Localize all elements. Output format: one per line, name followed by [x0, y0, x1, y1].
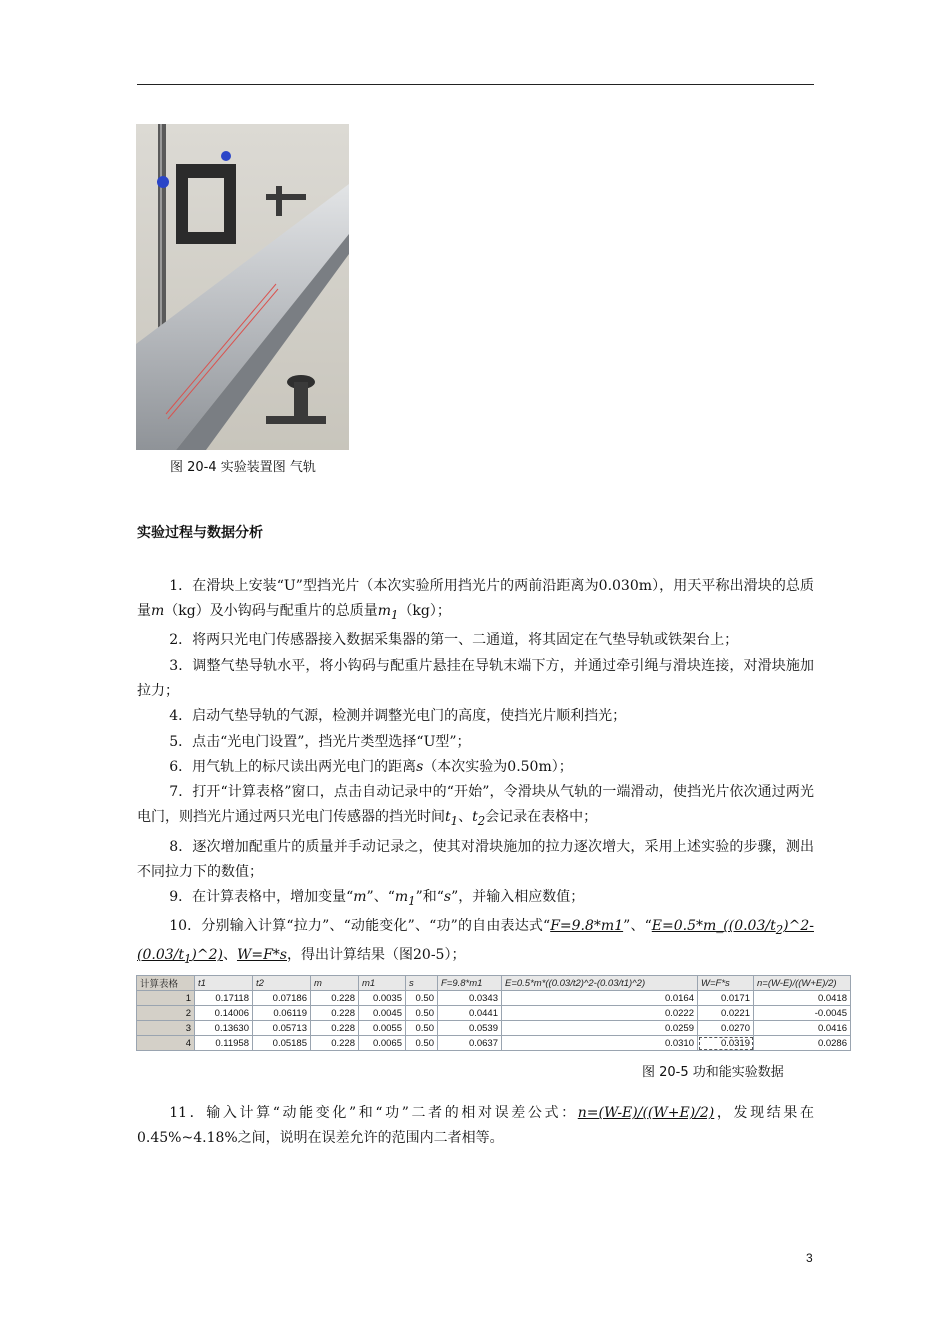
figure-20-4-caption: 图 20-4 实验装置图 气轨	[170, 460, 316, 475]
step-1: 1．在滑块上安装“U”型挡光片（本次实验所用挡光片的两前沿距离为0.030m），用天平称出滑块的总质量m（kg）及小钩码与配重片的总质量$m_1(kg)$；	[137, 578, 814, 623]
table-cell[interactable]: 0.0319	[698, 1036, 754, 1051]
table-cell[interactable]: 0.05713	[253, 1021, 311, 1036]
column-header[interactable]: t2	[253, 976, 311, 991]
error-formula: n=(W-E)/((W+E)/2)	[577, 1105, 715, 1121]
table-cell[interactable]: 0.07186	[253, 991, 311, 1006]
step-11-text: 11．输入计算“动能变化”和“功”二者的相对误差公式：n=(W-E)/((W+E)/2)，发现结果在0.45%~4.18%之间，说明在误差允许的范围内二者相等。	[137, 1105, 814, 1147]
table-cell[interactable]: 0.228	[311, 1036, 359, 1051]
row-header[interactable]: 3	[137, 1021, 195, 1036]
table-cell[interactable]: 0.0416	[754, 1021, 851, 1036]
table-cell[interactable]: 0.0441	[438, 1006, 502, 1021]
page-number: 3	[806, 1251, 813, 1265]
row-header[interactable]: 2	[137, 1006, 195, 1021]
table-cell[interactable]: 0.0637	[438, 1036, 502, 1051]
table-cell[interactable]: 0.228	[311, 991, 359, 1006]
table-cell[interactable]: 0.0035	[359, 991, 406, 1006]
table-cell[interactable]: 0.05185	[253, 1036, 311, 1051]
table-row	[137, 1036, 851, 1051]
table-cell[interactable]: 0.0221	[698, 1006, 754, 1021]
table-cell[interactable]: 0.0539	[438, 1021, 502, 1036]
table-cell[interactable]: 0.0222	[502, 1006, 698, 1021]
table-cell[interactable]: 0.11958	[195, 1036, 253, 1051]
table-corner-label: 计算表格	[137, 976, 195, 991]
table-cell[interactable]: 0.0343	[438, 991, 502, 1006]
table-cell[interactable]: 0.0310	[502, 1036, 698, 1051]
table-cell[interactable]: 0.0065	[359, 1036, 406, 1051]
step-7: 7．打开“计算表格”窗口，点击自动记录中的“开始”，令滑块从气轨的一端滑动，使挡光片依次通过两光电门，则挡光片通过两只光电门传感器的挡光时间$t_1$、$t_2$会记录在表格中；	[137, 784, 814, 829]
table-row	[137, 1021, 851, 1036]
step-5: 5．点击“光电门设置”，挡光片类型选择“U型”；	[169, 733, 471, 750]
table-cell[interactable]: 0.0055	[359, 1021, 406, 1036]
row-header[interactable]: 4	[137, 1036, 195, 1051]
column-header[interactable]: m1	[359, 976, 406, 991]
table-cell[interactable]: 0.50	[406, 1006, 438, 1021]
table-cell[interactable]: 0.228	[311, 1006, 359, 1021]
table-cell[interactable]: 0.0259	[502, 1021, 698, 1036]
step-8: 8．逐次增加配重片的质量并手动记录之，使其对滑块施加的拉力逐次增大，采用上述实验的步骤，测出不同拉力下的数值；	[137, 838, 814, 880]
column-header[interactable]: W=F*s	[698, 976, 754, 991]
table-cell[interactable]: 0.0045	[359, 1006, 406, 1021]
step-2: 2．将两只光电门传感器接入数据采集器的第一、二通道，将其固定在气垫导轨或铁架台上；	[169, 632, 739, 649]
column-header[interactable]: E=0.5*m*((0.03/t2)^2-(0.03/t1)^2)	[502, 976, 698, 991]
table-cell[interactable]: 0.0418	[754, 991, 851, 1006]
step-3: 3．调整气垫导轨水平，将小钩码与配重片悬挂在导轨末端下方，并通过牵引绳与滑块连接，对滑块施加拉力；	[137, 657, 814, 699]
step-10: 10．分别输入计算“拉力”、“动能变化”、“功”的自由表达式“F=9.8*m1”、“$E=0.5*m\_((0.03/t_2)\^{}2-(0.03/t_1)\^{}2)$、W=F*s，得出计算结果（图20-5）；	[137, 918, 814, 967]
table-cell[interactable]: 0.50	[406, 991, 438, 1006]
table-cell[interactable]: 0.17118	[195, 991, 253, 1006]
header-rule	[137, 84, 814, 85]
air-track-photo	[136, 124, 349, 450]
column-header[interactable]: m	[311, 976, 359, 991]
calculation-table	[136, 975, 851, 1051]
table-cell[interactable]: -0.0045	[754, 1006, 851, 1021]
table-row	[137, 991, 851, 1006]
row-header[interactable]: 1	[137, 991, 195, 1006]
column-header[interactable]: t1	[195, 976, 253, 991]
section-title: 实验过程与数据分析	[137, 525, 263, 541]
table-cell[interactable]: 0.13630	[195, 1021, 253, 1036]
table-cell[interactable]: 0.0171	[698, 991, 754, 1006]
procedure-steps	[137, 574, 814, 972]
table-cell[interactable]: 0.06119	[253, 1006, 311, 1021]
step-11	[137, 1101, 814, 1152]
step-4: 4．启动气垫导轨的气源，检测并调整光电门的高度，使挡光片顺利挡光；	[169, 708, 627, 725]
column-header[interactable]: s	[406, 976, 438, 991]
table-cell[interactable]: 0.14006	[195, 1006, 253, 1021]
table-cell[interactable]: 0.228	[311, 1021, 359, 1036]
table-cell[interactable]: 0.0164	[502, 991, 698, 1006]
table-cell[interactable]: 0.0270	[698, 1021, 754, 1036]
table-cell[interactable]: 0.0286	[754, 1036, 851, 1051]
table-cell[interactable]: 0.50	[406, 1036, 438, 1051]
table-row	[137, 1006, 851, 1021]
column-header[interactable]: n=(W-E)/((W+E)/2)	[754, 976, 851, 991]
step-9: 9．在计算表格中，增加变量“m”、“$m_1$”和“s”，并输入相应数值；	[169, 889, 585, 908]
table-header-row	[137, 976, 851, 991]
figure-20-5-caption: 图 20-5 功和能实验数据	[642, 1065, 784, 1080]
column-header[interactable]: F=9.8*m1	[438, 976, 502, 991]
step-6: 6．用气轨上的标尺读出两光电门的距离s（本次实验为0.50m）；	[169, 758, 573, 775]
table-cell[interactable]: 0.50	[406, 1021, 438, 1036]
